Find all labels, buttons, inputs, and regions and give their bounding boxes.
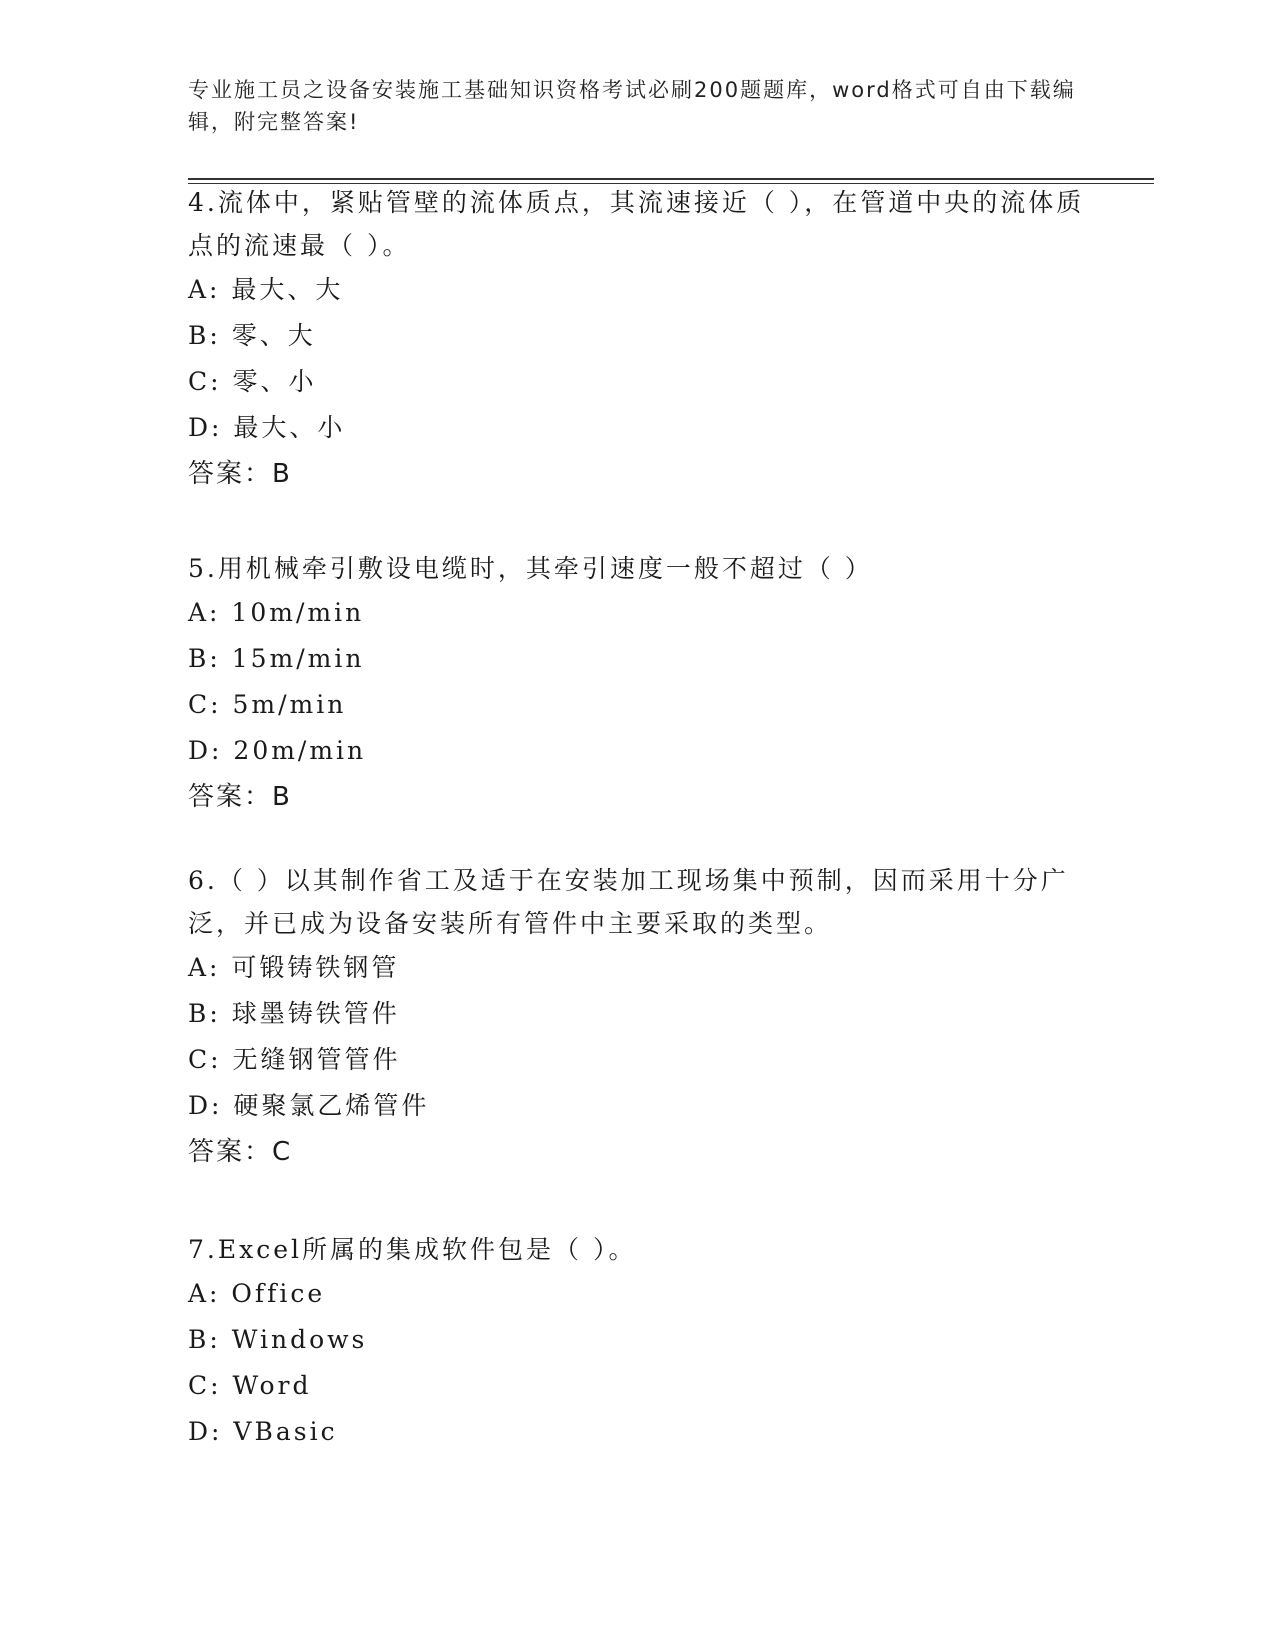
option-b: B: Windows — [188, 1325, 368, 1354]
answer: 答案：B — [188, 782, 292, 812]
question-text: 6.（ ）以其制作省工及适于在安装加工现场集中预制，因而采用十分广泛，并已成为设备安装所有管件中主要采取的类型。 — [188, 866, 1069, 938]
header-divider — [188, 178, 1154, 180]
document-header: 专业施工员之设备安装施工基础知识资格考试必刷200题题库，word格式可自由下载编辑，附完整答案! — [188, 78, 1076, 134]
option-a: A: Office — [188, 1279, 326, 1308]
option-b: B: 球墨铸铁管件 — [188, 999, 400, 1028]
question-text: 5.用机械牵引敷设电缆时，其牵引速度一般不超过（ ） — [188, 554, 873, 583]
option-d: D: 硬聚氯乙烯管件 — [188, 1091, 430, 1120]
question-4 — [188, 181, 1088, 497]
option-c: C: 5m/min — [188, 690, 347, 719]
answer: 答案：C — [188, 1137, 293, 1167]
question-5 — [188, 547, 1088, 820]
option-a: A: 可锻铸铁钢管 — [188, 953, 400, 982]
answer: 答案：B — [188, 459, 292, 489]
question-6 — [188, 859, 1088, 1175]
question-text: 7.Excel所属的集成软件包是（ ）。 — [188, 1235, 637, 1264]
option-c: C: 无缝钢管管件 — [188, 1045, 401, 1074]
option-a: A: 10m/min — [188, 598, 365, 627]
option-b: B: 15m/min — [188, 644, 365, 673]
option-d: D: 20m/min — [188, 736, 367, 765]
question-text: 4.流体中，紧贴管壁的流体质点，其流速接近（ ），在管道中央的流体质点的流速最（ ）。 — [188, 188, 1085, 260]
option-d: D: 最大、小 — [188, 413, 346, 442]
option-c: C: 零、小 — [188, 367, 317, 396]
option-c: C: Word — [188, 1371, 312, 1400]
option-d: D: VBasic — [188, 1417, 338, 1446]
question-7 — [188, 1228, 1088, 1455]
option-a: A: 最大、大 — [188, 275, 344, 304]
option-b: B: 零、大 — [188, 321, 316, 350]
